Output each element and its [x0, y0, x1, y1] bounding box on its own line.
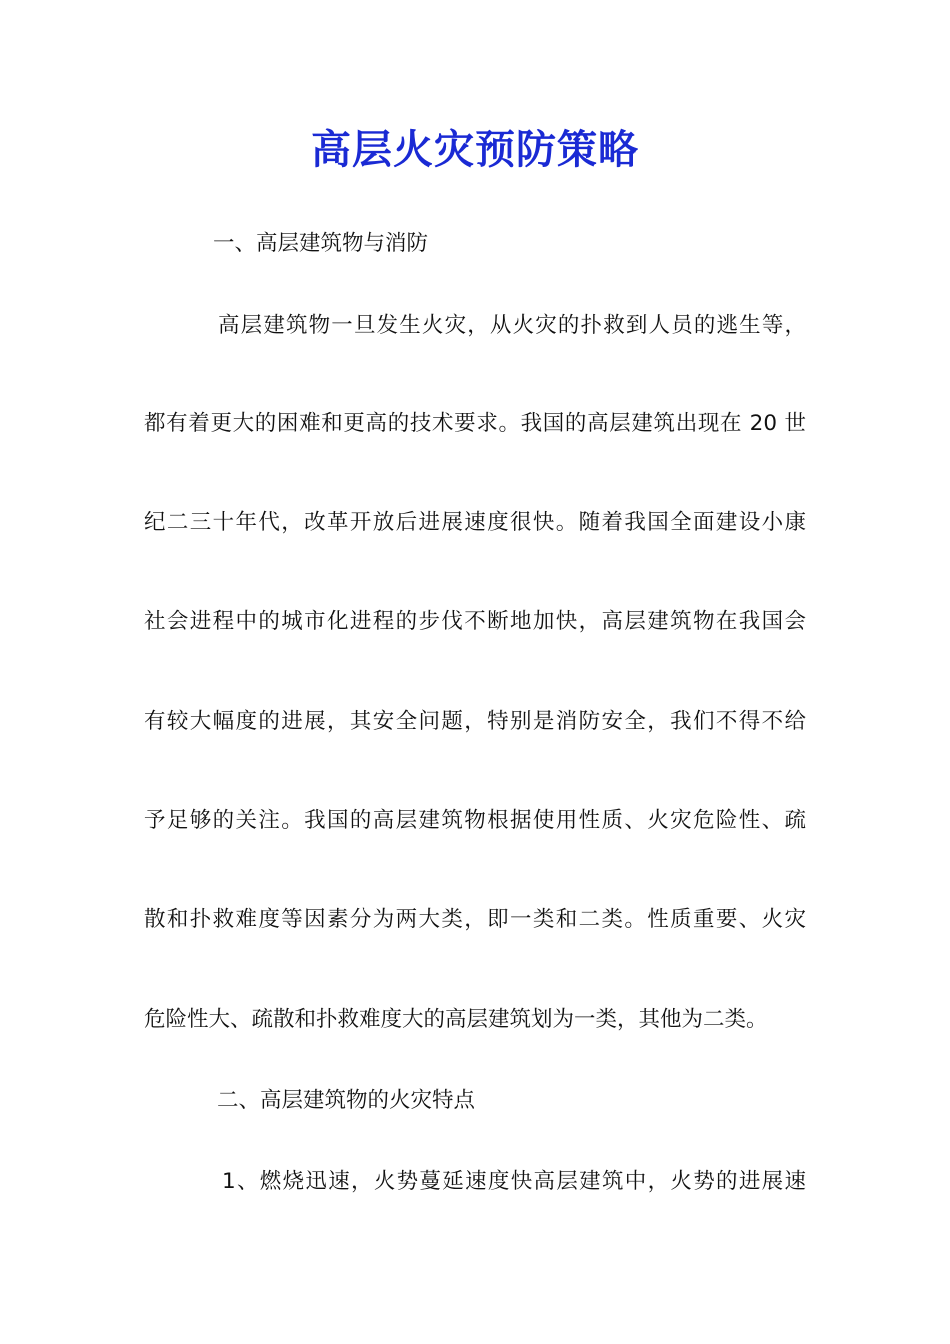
section-heading-2: 二、高层建筑物的火灾特点	[217, 1088, 476, 1113]
paragraph-line: 有较大幅度的进展，其安全问题，特别是消防安全，我们不得不给	[144, 709, 806, 734]
paragraph-line: 高层建筑物一旦发生火灾，从火灾的扑救到人员的逃生等，	[218, 313, 806, 338]
paragraph-line: 散和扑救难度等因素分为两大类，即一类和二类。性质重要、火灾	[144, 907, 806, 932]
section-heading-1: 一、高层建筑物与消防	[213, 231, 429, 256]
paragraph-line: 社会进程中的城市化进程的步伐不断地加快，高层建筑物在我国会	[144, 609, 806, 634]
paragraph-line: 危险性大、疏散和扑救难度大的高层建筑划为一类，其他为二类。	[144, 1007, 768, 1032]
paragraph-line: 都有着更大的困难和更高的技术要求。我国的高层建筑出现在 20 世	[144, 411, 806, 436]
paragraph-line: 1、燃烧迅速，火势蔓延速度快高层建筑中，火势的进展速	[222, 1169, 806, 1194]
paragraph-line: 予足够的关注。我国的高层建筑物根据使用性质、火灾危险性、疏	[144, 808, 806, 833]
document-title: 高层火灾预防策略	[311, 126, 639, 173]
paragraph-line: 纪二三十年代，改革开放后进展速度很快。随着我国全面建设小康	[144, 510, 806, 535]
